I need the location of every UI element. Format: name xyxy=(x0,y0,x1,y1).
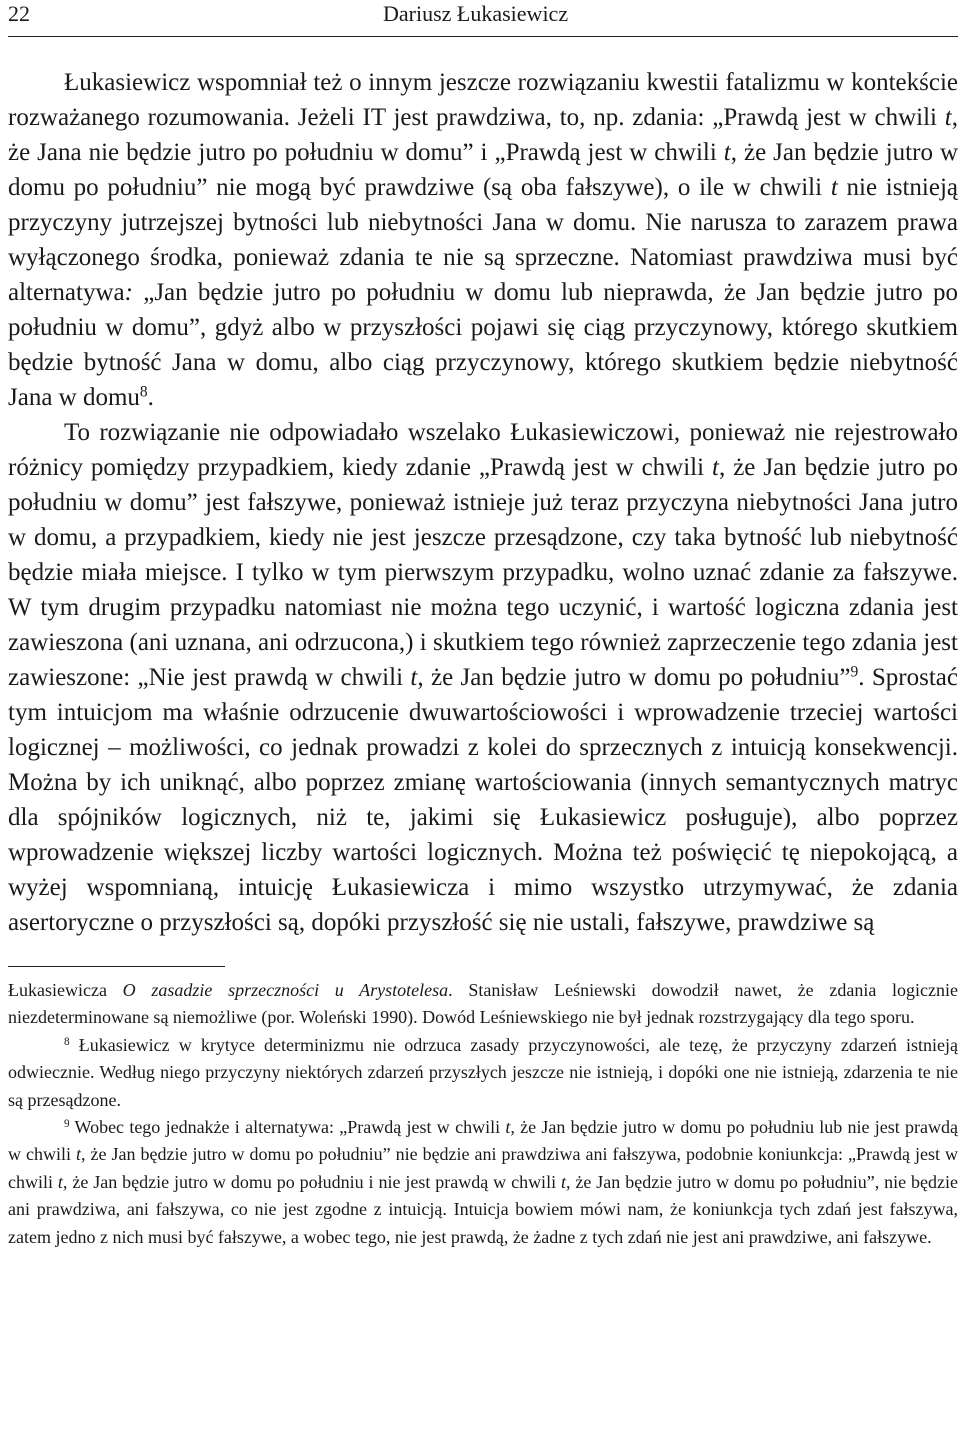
text-run: że Jan będzie jutro w domu po południu i nie jest prawdą w chwili xyxy=(67,1171,561,1192)
text-run: To rozwiązanie nie odpowiadało wszelako Łukasiewiczowi, ponieważ nie rejestrowało różnicy pomiędzy przypadkiem, kiedy zdanie „Prawdą jest w chwili xyxy=(8,419,958,481)
text-run: . Sprostać tym intuicjom ma właśnie odrzucenie dwuwartościowości i wprowadzenie trzeciej wartości logicznej – możliwości, co jednak prowadzi z kolei do sprzecznych z intuicją konsekwencji. Można by ich uniknąć, albo poprzez zmianę wartościowania (innych semantycznych matryc dla spójników logicznych, niż te, jakimi się Łukasiewicz posługuje), albo poprzez wprowadzenie większej liczby wartości logicznych. Można też poświęcić tę niepokojącą, a wyżej wspomnianą, intuicję Łukasiewicza i mimo wszystko utrzymywać, że zdania asertoryczne o przyszłości są, dopóki przyszłość się nie ustali, fałszywe, prawdziwe są xyxy=(8,664,958,936)
running-header-author: Dariusz Łukasiewicz xyxy=(383,1,569,26)
paragraph xyxy=(8,65,958,415)
footnote-ref-8[interactable]: 8 xyxy=(139,383,148,401)
italic-variable: t, xyxy=(505,1117,515,1138)
italic-title: O zasadzie sprzeczności u Arystotelesa xyxy=(122,980,449,1000)
page-number: 22 xyxy=(8,1,30,26)
text-run: Łukasiewicz wspomniał też o innym jeszcze rozwiązaniu kwestii fatalizmu w kontekście rozważanego rozumowania. Jeżeli IT jest prawdziwa, to, np. zdania: „Prawdą jest w chwili xyxy=(8,69,958,131)
italic-variable: t xyxy=(712,454,719,481)
footnote-continuation xyxy=(8,977,958,1032)
text-run: nie istnieją przyczyny jutrzejszej bytności lub niebytności Jana w domu. Nie narusza to zarazem prawa wyłączonego środka, ponieważ zdania te nie są sprzeczne. Natomiast prawdziwa musi być alternatywa xyxy=(8,174,958,306)
footnote-number: 9 xyxy=(64,1117,70,1130)
italic-variable: t xyxy=(560,1171,566,1192)
footnote-9 xyxy=(8,1114,958,1251)
italic-colon: : xyxy=(124,279,133,306)
text-run: , że Jan będzie jutro w domu po południu”, nie będzie ani prawdziwa, ani fałszywa, co nie jest zgodne z intuicją. Intuicja bowiem mówi nam, że koniunkcja tych zdań jest fałszywa, zatem jedno z nich musi być fałszywe, a wobec tego, nie jest prawdą, że żadne z tych zdań nie jest ani prawdziwe, ani fałszywe. xyxy=(8,1171,958,1247)
italic-variable: t xyxy=(410,664,418,691)
italic-variable: t xyxy=(944,104,952,131)
text-run: że Jan będzie jutro w domu po południu lub nie jest prawdą w chwili xyxy=(8,1117,958,1165)
text-run: Wobec tego jednakże i alternatywa: „Prawdą jest w chwili xyxy=(69,1117,506,1138)
running-header xyxy=(8,0,958,37)
paragraph xyxy=(8,415,958,940)
text-run: . xyxy=(147,384,154,411)
text-run: . Stanisław Leśniewski dowodził nawet, że zdania logicznie niezdeterminowane są niemożliwe (por. Woleński 1990). Dowód Leśniewskiego nie był jednak rozstrzygający dla tego sporu. xyxy=(8,980,959,1028)
italic-variable: t, xyxy=(57,1171,68,1192)
text-run: , że Jan będzie jutro w domu po południu” nie będzie ani prawdziwa ani fałszywa, podobnie koniunkcja: „Prawdą jest w chwili xyxy=(8,1144,958,1192)
footnote-ref-9[interactable]: 9 xyxy=(850,663,859,681)
footnote-8 xyxy=(8,1032,958,1114)
footnote-separator xyxy=(8,966,225,967)
text-run: , że Jan będzie jutro po południu w domu” jest fałszywe, ponieważ istnieje już teraz przyczyna niebytności Jana jutro w domu, a przypadkiem, kiedy nie jest jeszcze przesądzone, czy taka bytność lub niebytność będzie miała miejsce. I tylko w tym pierwszym przypadku, wolno uznać zdanie za fałszywe. W tym drugim przypadku natomiast nie można tego uczynić, i wartość logiczna zdania jest zawieszona (ani uznana, ani odrzucona,) i skutkiem tego również zaprzeczenie tego zdania jest zawieszone: „Nie jest prawdą w chwili xyxy=(8,454,958,691)
text-run: , że Jan będzie jutro w domu po południu” nie mogą być prawdziwe (są oba fałszywe), o ile w chwili xyxy=(8,139,958,201)
text-run: , że Jan będzie jutro w domu po południu” xyxy=(417,664,851,691)
text-run: „Jan będzie jutro po południu w domu lub nieprawda, że Jan będzie jutro po południu w domu”, gdyż albo w przyszłości pojawi się ciąg przyczynowy, którego skutkiem będzie bytność Jana w domu, albo ciąg przyczynowy, którego skutkiem będzie niebytność Jana w domu xyxy=(8,279,958,411)
main-text xyxy=(8,65,958,940)
footnotes xyxy=(8,977,958,1251)
footnote-number: 8 xyxy=(64,1035,70,1048)
page xyxy=(8,0,958,1450)
italic-variable: t xyxy=(723,139,731,166)
italic-variable: t xyxy=(76,1144,82,1165)
italic-variable: t xyxy=(830,174,838,201)
text-run: Łukasiewicza xyxy=(8,980,123,1000)
text-run: Łukasiewicz w krytyce determinizmu nie odrzuca zasady przyczynowości, ale tezę, że przyczyny zdarzeń istnieją odwiecznie. Według niego przyczyny niektórych zdarzeń przyszłych jeszcze nie istnieją, i dopóki one nie istnieją, zdarzenia te nie są przesądzone. xyxy=(8,1034,958,1110)
text-run: , że Jana nie będzie jutro po południu w domu” i „Prawdą jest w chwili xyxy=(8,104,958,166)
